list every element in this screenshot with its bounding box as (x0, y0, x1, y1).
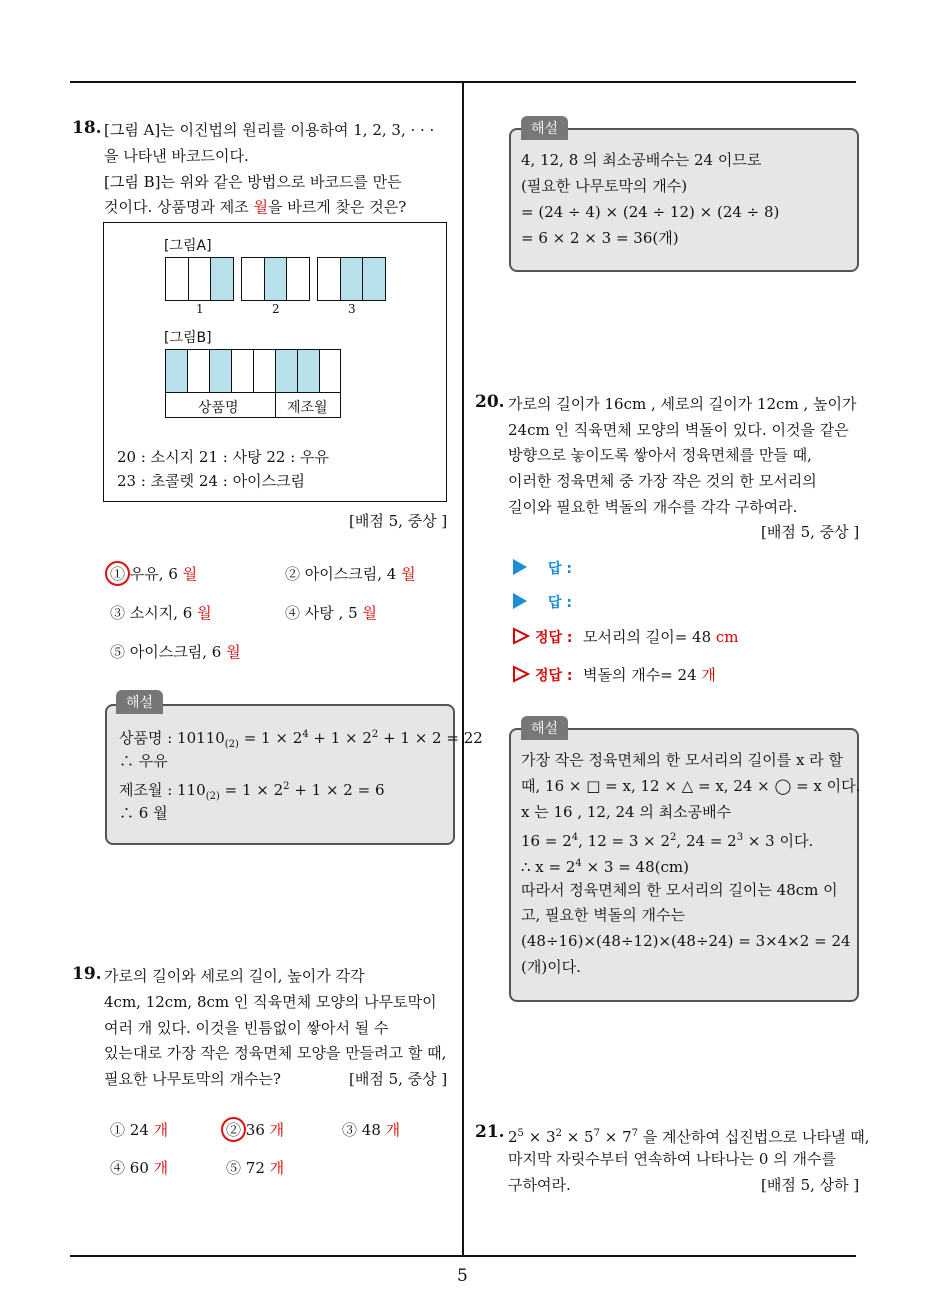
q20-line1: 가로의 길이가 16cm , 세로의 길이가 12cm , 높이가 (508, 395, 857, 413)
outline-triangle-icon (512, 627, 530, 649)
answer-label-2: 답 : (548, 595, 572, 611)
q18-score: [배점 5, 중상 ] (349, 512, 448, 530)
figA-bar (241, 257, 265, 301)
q20-sol-line2: 때, 16 × □ = x, 12 × △ = x, 24 × ◯ = x 이다. (521, 777, 861, 795)
q18-line1: [그림 A]는 이진법의 원리를 이용하여 1, 2, 3, · · · (104, 121, 435, 139)
q18-sol-line4: ∴ 6 월 (119, 804, 168, 822)
outline-triangle-icon (512, 665, 530, 687)
q19-choice-4[interactable]: ④ 60 개 (110, 1159, 169, 1177)
figA-label: [그림A] (164, 238, 212, 254)
figA-bar (188, 257, 211, 301)
answer-label-1: 답 : (548, 561, 572, 577)
figA-num-2: 2 (272, 302, 280, 316)
q19-line3: 여러 개 있다. 이것을 빈틈없이 쌓아서 될 수 (104, 1019, 389, 1037)
q21-line2: 마지막 자릿수부터 연속하여 나타나는 0 의 개수를 (508, 1150, 836, 1168)
q20-number: 20. (475, 392, 505, 412)
q20-sol-line1: 가장 작은 정육면체의 한 모서리의 길이를 x 라 할 (521, 751, 843, 769)
q19-choice-3[interactable]: ③ 48 개 (342, 1121, 401, 1139)
play-triangle-icon (513, 559, 527, 575)
page-number: 5 (457, 1266, 468, 1286)
q21-line1: $2^5 \times 3^2 \times 5^7 \times 7^7$ 을 계산하여 십진법으로 나타낼 때, (508, 1128, 870, 1146)
q20-score: [배점 5, 중상 ] (761, 523, 860, 541)
q18-choice-1[interactable]: ① 우유, 6 월 (110, 565, 198, 583)
q20-sol-line6: 따라서 정육면체의 한 모서리의 길이는 48cm 이 (521, 881, 838, 899)
q19-line4: 있는대로 가장 작은 정육면체 모양을 만들려고 할 때, (104, 1044, 447, 1062)
figB-bar-filled (209, 349, 232, 393)
q20-line3: 방향으로 놓이도록 쌓아서 정육면체를 만들 때, (508, 446, 812, 464)
q20-line5: 길이와 필요한 벽돌의 개수를 각각 구하여라. (508, 498, 798, 516)
figB-bar (253, 349, 276, 393)
figA-bar-filled (210, 257, 234, 301)
figA-bar (317, 257, 341, 301)
q20-sol-line5: ∴ $x = 2^4 \times 3 = 48(cm)$ (521, 858, 689, 876)
q18-line3: [그림 B]는 위와 같은 방법으로 바코드를 만든 (104, 173, 402, 191)
q20-line4: 이러한 정육면체 중 가장 작은 것의 한 모서리의 (508, 472, 817, 490)
center-divider (462, 81, 464, 1256)
figA-bar-filled (340, 257, 363, 301)
q18-choice-2[interactable]: ② 아이스크림, 4 월 (285, 565, 416, 583)
figB-label: [그림B] (164, 330, 212, 346)
figB-bar-filled (275, 349, 298, 393)
figB-month-label: 제조월 (287, 400, 328, 416)
q18-legend-1: 20 : 소시지 21 : 사탕 22 : 우유 (117, 448, 329, 466)
figA-bar (286, 257, 310, 301)
q21-number: 21. (475, 1122, 505, 1142)
q19-sol-line2: (필요한 나무토막의 개수) (521, 177, 688, 195)
figA-bar-filled (264, 257, 287, 301)
q19-number: 19. (72, 964, 102, 984)
q21-line3: 구하여라. (508, 1176, 571, 1194)
q18-choice-3[interactable]: ③ 소시지, 6 월 (110, 604, 212, 622)
figB-bar (319, 349, 341, 393)
q19-sol-line3: = (24 ÷ 4) × (24 ÷ 12) × (24 ÷ 8) (521, 203, 780, 221)
figB-product-label: 상품명 (198, 400, 239, 416)
correct-label-2: 정답 : (535, 668, 573, 684)
q18-sol-line3: 제조월 : $110_{(2)} = 1 \times 2^2 + 1 \times 2 = 6$ (119, 781, 385, 802)
q20-sol-line8: (48÷16)×(48÷12)×(48÷24) = 3×4×2 = 24 (521, 932, 851, 950)
q20-sol-line3: x 는 16 , 12, 24 의 최소공배수 (521, 803, 732, 821)
figA-num-1: 1 (196, 302, 204, 316)
q20-correct-2: 벽돌의 개수= 24 개 (583, 666, 716, 684)
q18-number: 18. (72, 118, 102, 138)
figA-num-3: 3 (348, 302, 356, 316)
q18-sol-line1: 상품명 : $10110_{(2)} = 1 \times 2^4 + 1 \times 2^2 + 1 \times 2 = 22$ (119, 729, 483, 750)
figB-bar-filled (297, 349, 320, 393)
q20-correct-1: 모서리의 길이= 48 cm (583, 628, 739, 646)
q19-choice-1[interactable]: ① 24 개 (110, 1121, 169, 1139)
figB-bar (231, 349, 254, 393)
q19-sol-line4: = 6 × 2 × 3 = 36(개) (521, 229, 679, 247)
q19-choice-5[interactable]: ⑤ 72 개 (226, 1159, 285, 1177)
figA-bar (165, 257, 189, 301)
correct-label-1: 정답 : (535, 630, 573, 646)
q20-sol-line9: (개)이다. (521, 958, 581, 976)
q18-line2: 을 나타낸 바코드이다. (104, 147, 249, 165)
q19-sol-line1: 4, 12, 8 의 최소공배수는 24 이므로 (521, 151, 762, 169)
q19-line1: 가로의 길이와 세로의 길이, 높이가 각각 (104, 967, 365, 985)
q20-sol-line4: $16 = 2^4$, $12 = 3 \times 2^2$, $24 = 2^3 \times 3$ 이다. (521, 832, 814, 850)
q20-solution-tag: 해설 (521, 716, 568, 740)
q18-solution-tag: 해설 (116, 690, 163, 714)
figB-bar (187, 349, 210, 393)
q18-line4: 것이다. 상품명과 제조 월을 바르게 찾은 것은? (104, 198, 407, 216)
play-triangle-icon (513, 593, 527, 609)
q20-line2: 24cm 인 직육면체 모양의 벽돌이 있다. 이것을 같은 (508, 421, 849, 439)
q18-choice-5[interactable]: ⑤ 아이스크림, 6 월 (110, 643, 241, 661)
q19-score: [배점 5, 중상 ] (349, 1070, 448, 1088)
q18-legend-2: 23 : 초콜렛 24 : 아이스크림 (117, 472, 306, 490)
q19-line2: 4cm, 12cm, 8cm 인 직육면체 모양의 나무토막이 (104, 993, 437, 1011)
figB-bar-filled (165, 349, 188, 393)
q19-solution-tag: 해설 (521, 116, 568, 140)
q19-line5: 필요한 나무토막의 개수는? (104, 1070, 281, 1088)
figA-bar-filled (362, 257, 386, 301)
bottom-rule (70, 1255, 856, 1257)
q18-sol-line2: ∴ 우유 (119, 752, 168, 770)
q21-score: [배점 5, 상하 ] (761, 1176, 860, 1194)
q19-choice-2[interactable]: ② 36 개 (226, 1121, 285, 1139)
q20-sol-line7: 고, 필요한 벽돌의 개수는 (521, 906, 685, 924)
q18-choice-4[interactable]: ④ 사탕 , 5 월 (285, 604, 377, 622)
